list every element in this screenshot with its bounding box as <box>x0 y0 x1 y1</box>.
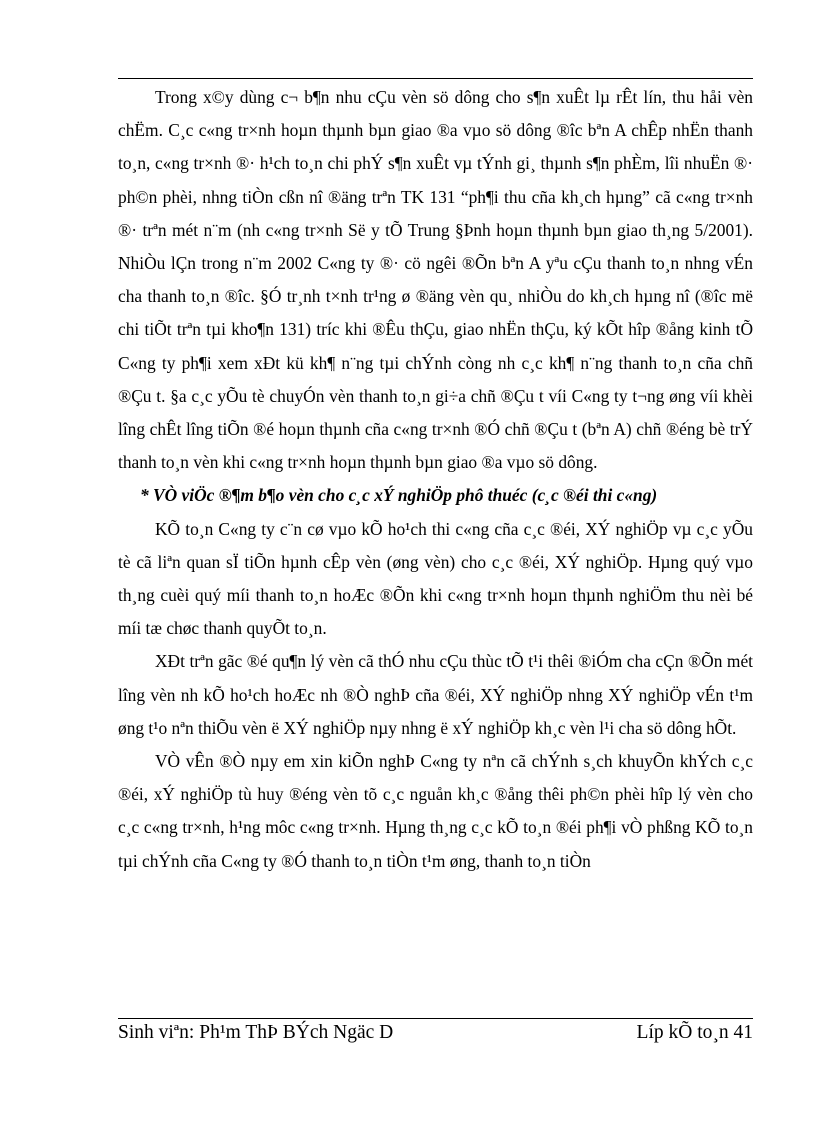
section-heading: * VÒ viÖc ®¶m b¶o vèn cho c¸c xÝ nghiÖp phô thuéc (c¸c ®éi thi c«ng) <box>140 485 658 506</box>
footer-student-name: Sinh viªn: Ph¹m ThÞ BÝch Ngäc D <box>118 1022 394 1043</box>
page-body <box>118 81 753 878</box>
footer-rule <box>118 1018 753 1019</box>
paragraph-4: VÒ vÊn ®Ò nµy em xin kiÕn nghÞ C«ng ty nªn cã chÝnh s¸ch khuyÕn khÝch c¸c ®éi, xÝ nghiÖp tù huy ®éng vèn tõ c¸c nguån kh¸c ®ång thêi ph©n phèi hîp lý vèn cho c¸c c«ng tr×nh, h¹ng môc c«ng tr×nh. Hµng th¸ng c¸c kÕ to¸n ®éi ph¶i vÒ phßng KÕ to¸n tµi chÝnh cña C«ng ty ®Ó thanh to¸n tiÒn t¹m øng, thanh to¸n tiÒn <box>118 751 753 871</box>
footer-class-name: Líp kÕ to¸n 41 <box>636 1022 753 1043</box>
header-rule <box>118 78 753 79</box>
paragraph-1: Trong x©y dùng c¬ b¶n nhu cÇu vèn sö dông cho s¶n xuÊt lµ rÊt lín, thu håi vèn chËm. C¸c c«ng tr×nh hoµn thµnh bµn giao ®a vµo sö dông ®îc bªn A chÊp nhËn thanh to¸n, c«ng tr×nh ®· h¹ch to¸n chi phÝ s¶n xuÊt vµ tÝnh gi¸ thµnh s¶n phÈm, lîi nhuËn ®· ph©n phèi, nhng tiÒn cßn nî ®äng trªn TK 131 “ph¶i thu cña kh¸ch hµng” cã c«ng tr×nh ®· trªn mét n¨m (nh c«ng tr×nh Së y tÕ Trung §Þnh hoµn thµnh bµn giao th¸ng 5/2001). NhiÒu lÇn trong n¨m 2002 C«ng ty ®· cö ngêi ®Õn bªn A yªu cÇu thanh to¸n nhng vÉn cha thanh to¸n ®îc. §Ó tr¸nh t×nh tr¹ng ø ®äng vèn qu¸ nhiÒu do kh¸ch hµng nî (®îc më chi tiÕt trªn tµi kho¶n 131) tríc khi ®Êu thÇu, giao nhËn thÇu, ký kÕt hîp ®ång kinh tÕ C«ng ty ph¶i xem xÐt kü kh¶ n¨ng tµi chÝnh còng nh c¸c kh¶ n¨ng thanh to¸n cña chñ ®Çu t. §a c¸c yÕu tè chuyÓn vèn thanh to¸n gi÷a chñ ®Çu t víi C«ng ty t¬ng øng víi khèi lîng chÊt lîng tiÕn ®é hoµn thµnh cña c«ng tr×nh ®Ó chñ ®Çu t (bªn A) chñ ®éng bè trÝ thanh to¸n vèn khi c«ng tr×nh hoµn thµnh bµn giao ®a vµo sö dông. <box>118 87 753 473</box>
paragraph-2: KÕ to¸n C«ng ty c¨n cø vµo kÕ ho¹ch thi c«ng cña c¸c ®éi, XÝ nghiÖp vµ c¸c yÕu tè cã liªn quan sÏ tiÕn hµnh cÊp vèn (øng vèn) cho c¸c ®éi, XÝ nghiÖp. Hµng quý vµo th¸ng cuèi quý míi thanh to¸n hoÆc ®Õn khi c«ng tr×nh hoµn thµnh nghiÖm thu nèi bé míi tæ chøc thanh quyÕt to¸n. <box>118 518 753 639</box>
paragraph-3: XÐt trªn gãc ®é qu¶n lý vèn cã thÓ nhu cÇu thùc tÕ t¹i thêi ®iÓm cha cÇn ®Õn mét lîng vèn nh kÕ ho¹ch hoÆc nh ®Ò nghÞ cña ®éi, XÝ nghiÖp nhng XÝ nghiÖp vÉn t¹m øng t¹o nªn thiÕu vèn ë XÝ nghiÖp nµy nhng ë xÝ nghiÖp kh¸c vèn l¹i cha sö dông hÕt. <box>118 651 753 738</box>
